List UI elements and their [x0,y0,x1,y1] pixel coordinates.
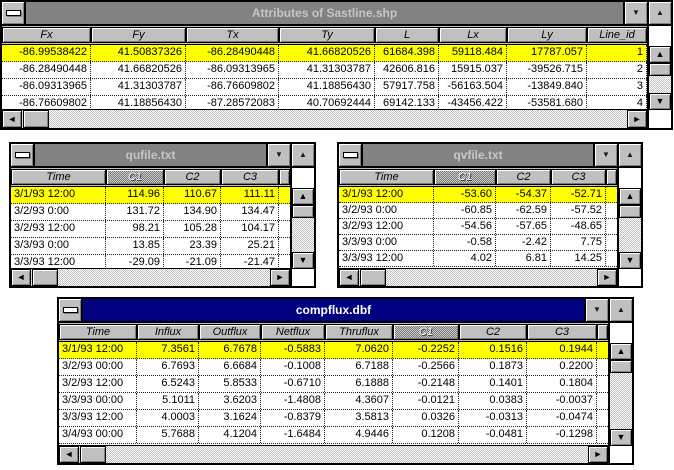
cell: 134.90 [164,204,221,220]
cell: -13849.840 [507,79,587,95]
cell: -21.47 [221,255,279,268]
cell: 131.72 [106,204,164,220]
column-header-c1[interactable]: C1 [434,169,496,185]
column-header-stub [597,324,608,340]
minimize-icon: ▼ [593,305,601,314]
cell: 3/2/93 12:00 [59,376,137,392]
cell: 3/3/93 12:00 [59,410,137,426]
title-bar[interactable] [2,2,647,26]
scroll-right-button[interactable] [270,269,290,286]
cell: -86.09313965 [2,79,91,95]
column-header-time[interactable]: Time [11,169,106,185]
cell: -0.0313 [459,410,527,426]
cell: 110.67 [164,187,221,203]
cell: 0.1516 [459,342,527,358]
cell: 114.96 [106,187,164,203]
cell: 0.0326 [393,410,459,426]
cell: 6.5243 [137,376,199,392]
window-attributes-sastline [0,0,673,130]
column-header-tx[interactable]: Tx [186,27,279,43]
table-row[interactable] [59,359,608,376]
cell: 41.31303787 [91,79,186,95]
cell: 6.81 [496,251,551,266]
scroll-up-icon: ▲ [616,346,626,356]
cell: 61684.398 [375,45,439,61]
cell: -0.2148 [393,376,459,392]
cell: -54.56 [434,219,496,234]
scrollbar-gap [649,26,671,46]
table-row[interactable] [11,255,290,268]
cell: 6.7693 [137,359,199,375]
window-qufile [9,142,316,288]
control-menu-icon [6,10,21,16]
scrollbar-gap [619,168,641,188]
cell: -53581.680 [507,96,587,109]
cell: 4.0003 [137,410,199,426]
cell: 3/2/93 00:00 [59,359,137,375]
scroll-left-icon: ◄ [64,449,74,459]
cell: 3.5813 [325,410,393,426]
cell: 5.1011 [137,393,199,409]
minimize-button[interactable] [584,299,608,321]
horizontal-scrollbar[interactable] [2,109,647,128]
cell: 3/3/93 00:00 [59,393,137,409]
column-header-ty[interactable]: Ty [279,27,375,43]
cell: -87.28572083 [186,96,279,109]
cell: -57.52 [551,203,606,218]
cell: -86.28490448 [2,62,91,78]
vertical-scroll-thumb[interactable] [649,63,671,76]
cell: 69142.133 [375,96,439,109]
control-menu-button[interactable] [2,2,26,24]
maximize-icon: ▲ [617,305,625,314]
cell: 17787.057 [507,45,587,61]
scroll-down-icon: ▼ [298,255,308,265]
column-header-influx[interactable]: Influx [137,324,199,340]
scroll-right-button[interactable] [627,110,647,128]
scrollbar-corner [610,446,632,463]
table-header-row [11,168,290,187]
scrollbar-gap [610,323,632,343]
control-menu-button[interactable] [59,299,83,321]
column-header-fx[interactable]: Fx [2,27,91,43]
cell: 3.6203 [199,393,261,409]
scrollbar-gap [292,168,314,188]
window-qvfile [337,142,643,288]
cell: 0.2200 [527,359,597,375]
scroll-down-button[interactable] [619,252,641,269]
column-header-c3[interactable]: C3 [551,169,606,185]
table-row[interactable] [11,221,290,238]
maximize-icon: ▲ [299,150,307,159]
column-header-outflux[interactable]: Outflux [199,324,261,340]
scroll-right-icon: ► [275,272,285,282]
vertical-scroll-track[interactable] [649,76,671,93]
maximize-button[interactable] [649,2,671,26]
title-bar[interactable] [339,144,617,168]
cell: 0.1873 [459,359,527,375]
vertical-scrollbar[interactable] [619,188,641,269]
cell: -52.71 [551,187,606,202]
cell: 14.25 [551,251,606,266]
column-header-time[interactable]: Time [59,324,137,340]
horizontal-scroll-thumb[interactable] [360,269,386,286]
window-title: compflux.dbf [83,299,584,321]
cell: 41.66820526 [91,62,186,78]
table-row[interactable] [2,79,647,96]
cell: 3/4/93 00:00 [59,427,137,443]
table-row[interactable] [2,45,647,62]
table-row[interactable] [2,62,647,79]
table-body [339,187,617,268]
maximize-button[interactable] [610,299,632,323]
cell: 23.39 [164,238,221,254]
horizontal-scrollbar[interactable] [339,268,617,286]
scroll-left-icon: ◄ [344,272,354,282]
cell: -56163.504 [439,79,507,95]
control-menu-icon [63,307,78,313]
cell: 15915.037 [439,62,507,78]
table-row[interactable] [339,187,617,203]
cell: 105.28 [164,221,221,237]
cell: 3/1/93 12:00 [59,342,137,358]
table-body [2,45,647,109]
cell: 3 [587,79,647,95]
cell: 134.47 [221,204,279,220]
cell: 41.18856430 [279,79,375,95]
maximize-button[interactable] [619,144,641,168]
column-header-c3[interactable]: C3 [221,169,279,185]
cell: -21.09 [164,255,221,268]
cell: 3.1624 [199,410,261,426]
vertical-scroll-thumb[interactable] [292,205,314,218]
cell: 4.9446 [325,427,393,443]
scroll-down-icon: ▼ [625,255,635,265]
column-header-ly[interactable]: Ly [507,27,587,43]
column-header-stub [279,169,290,185]
minimize-icon: ▼ [602,150,610,159]
cell: -29.09 [106,255,164,268]
scroll-down-icon: ▼ [616,432,626,442]
table-row[interactable] [59,427,608,444]
scrollbar-corner [619,269,641,286]
cell: 41.31303787 [279,62,375,78]
cell: 0.1401 [459,376,527,392]
column-header-c2[interactable]: C2 [459,324,527,340]
table-body [59,342,608,445]
horizontal-scroll-track[interactable] [106,446,588,463]
maximize-icon: ▲ [656,8,664,17]
horizontal-scroll-track[interactable] [58,269,270,286]
cell: 7.3561 [137,342,199,358]
scroll-right-icon: ► [593,449,603,459]
table-row[interactable] [339,251,617,267]
cell: -0.0037 [527,393,597,409]
cell: -86.76609802 [186,79,279,95]
table-row[interactable] [11,187,290,204]
scroll-left-button[interactable] [339,269,359,286]
table-row[interactable] [11,238,290,255]
cell: 0.1804 [527,376,597,392]
column-header-netflux[interactable]: Netflux [261,324,325,340]
table-row[interactable] [59,342,608,359]
table-row[interactable] [11,204,290,221]
horizontal-scroll-track[interactable] [386,269,597,286]
control-menu-icon [15,152,30,158]
cell: 1 [587,45,647,61]
vertical-scrollbar[interactable] [610,343,632,446]
scroll-left-icon: ◄ [7,113,17,124]
cell: 41.66820526 [279,45,375,61]
horizontal-scroll-thumb[interactable] [23,110,49,128]
cell: -0.58 [434,235,496,250]
scroll-left-button[interactable] [11,269,31,286]
cell: -53.60 [434,187,496,202]
table-row[interactable] [339,235,617,251]
cell: 104.17 [221,221,279,237]
column-header-c3[interactable]: C3 [527,324,597,340]
cell: -1.6484 [261,427,325,443]
scroll-up-icon: ▲ [655,49,665,59]
scroll-right-icon: ► [602,272,612,282]
scroll-left-icon: ◄ [16,272,26,282]
vertical-scroll-thumb[interactable] [619,205,641,218]
scroll-up-icon: ▲ [298,191,308,201]
table-row[interactable] [339,219,617,235]
title-bar[interactable] [59,299,608,323]
cell: 3/2/93 12:00 [339,219,434,234]
cell: 59118.484 [439,45,507,61]
scroll-up-button[interactable] [610,343,632,360]
table-row[interactable] [59,410,608,427]
cell: 4 [587,96,647,109]
cell: -48.65 [551,219,606,234]
scroll-right-icon: ► [632,113,642,124]
column-header-c1[interactable]: C1 [106,169,164,185]
window-title: Attributes of Sastline.shp [26,2,623,24]
minimize-button[interactable] [623,2,647,24]
vertical-scroll-track[interactable] [292,218,314,252]
scroll-right-button[interactable] [588,446,608,463]
cell: 3/2/93 0:00 [339,203,434,218]
cell: -0.6710 [261,376,325,392]
vertical-scroll-track[interactable] [610,373,632,429]
minimize-button[interactable] [266,144,290,166]
cell: 0.1944 [527,342,597,358]
table-body [11,187,290,268]
cell: -86.99538422 [2,45,91,61]
cell: 0.1208 [393,427,459,443]
cell: 3/2/93 0:00 [11,204,106,220]
cell: 5.8533 [199,376,261,392]
column-header-line_id[interactable]: Line_id [587,27,647,43]
horizontal-scrollbar[interactable] [59,445,608,463]
column-header-l[interactable]: L [375,27,439,43]
table-header-row [2,26,647,45]
cell: 3/3/93 12:00 [11,255,106,268]
cell: -60.85 [434,203,496,218]
cell: -0.2566 [393,359,459,375]
scroll-up-button[interactable] [619,188,641,205]
cell: 6.6684 [199,359,261,375]
cell: -0.2252 [393,342,459,358]
scroll-down-button[interactable] [610,429,632,446]
table-row[interactable] [59,393,608,410]
cell: 6.7188 [325,359,393,375]
cell: 3/3/93 0:00 [11,238,106,254]
cell: -54.37 [496,187,551,202]
horizontal-scroll-thumb[interactable] [32,269,58,286]
vertical-scrollbar[interactable] [292,188,314,269]
column-header-lx[interactable]: Lx [439,27,507,43]
cell: 4.3607 [325,393,393,409]
cell: -0.8379 [261,410,325,426]
minimize-icon: ▼ [275,150,283,159]
horizontal-scroll-track[interactable] [49,110,627,128]
column-header-fy[interactable]: Fy [91,27,186,43]
scroll-up-button[interactable] [292,188,314,205]
scrollbar-corner [649,110,671,128]
cell: 5.7688 [137,427,199,443]
cell: 3/1/93 12:00 [11,187,106,203]
scroll-up-icon: ▲ [625,191,635,201]
cell: 7.0620 [325,342,393,358]
column-header-c1[interactable]: C1 [393,324,459,340]
cell: -86.09313965 [186,62,279,78]
column-header-stub [606,169,617,185]
cell: -39526.715 [507,62,587,78]
cell: -2.42 [496,235,551,250]
horizontal-scrollbar[interactable] [11,268,290,286]
window-title: qufile.txt [35,144,266,166]
cell: 4.02 [434,251,496,266]
cell: -0.5883 [261,342,325,358]
table-row[interactable] [339,203,617,219]
cell: -86.76609802 [2,96,91,109]
cell: -0.0481 [459,427,527,443]
cell: 6.7678 [199,342,261,358]
scroll-left-button[interactable] [2,110,22,128]
cell: -0.1008 [261,359,325,375]
maximize-button[interactable] [292,144,314,168]
cell: 3/3/93 12:00 [339,251,434,266]
cell: 41.50837326 [91,45,186,61]
vertical-scroll-thumb[interactable] [610,360,632,373]
scroll-left-button[interactable] [59,446,79,463]
cell: -0.1298 [527,427,597,443]
minimize-icon: ▼ [632,8,640,17]
cell: 4.1204 [199,427,261,443]
cell: 40.70692444 [279,96,375,109]
horizontal-scroll-thumb[interactable] [80,446,106,463]
cell: -86.28490448 [186,45,279,61]
column-header-c2[interactable]: C2 [496,169,551,185]
vertical-scroll-track[interactable] [619,218,641,252]
cell: 3/1/93 12:00 [339,187,434,202]
cell: 0.0383 [459,393,527,409]
scroll-down-button[interactable] [292,252,314,269]
maximize-icon: ▲ [626,150,634,159]
scroll-down-icon: ▼ [655,96,665,106]
scroll-up-button[interactable] [649,46,671,63]
column-header-time[interactable]: Time [339,169,434,185]
cell: 2 [587,62,647,78]
control-menu-icon [343,152,358,158]
column-header-c2[interactable]: C2 [164,169,221,185]
cell: 3/3/93 0:00 [339,235,434,250]
scrollbar-corner [292,269,314,286]
cell: -57.65 [496,219,551,234]
title-bar[interactable] [11,144,290,168]
cell: 41.18856430 [91,96,186,109]
minimize-button[interactable] [593,144,617,166]
table-row[interactable] [2,96,647,109]
cell: 13.85 [106,238,164,254]
scroll-right-button[interactable] [597,269,617,286]
cell: 25.21 [221,238,279,254]
table-header-row [59,323,608,342]
column-header-thruflux[interactable]: Thruflux [325,324,393,340]
cell: -1.4808 [261,393,325,409]
window-title: qvfile.txt [363,144,593,166]
control-menu-button[interactable] [11,144,35,166]
vertical-scrollbar[interactable] [649,46,671,110]
window-compflux [57,297,634,465]
cell: 98.21 [106,221,164,237]
cell: 7.75 [551,235,606,250]
scroll-down-button[interactable] [649,93,671,110]
cell: 42606.816 [375,62,439,78]
cell: 57917.758 [375,79,439,95]
cell: -0.0474 [527,410,597,426]
table-header-row [339,168,617,187]
cell: -0.0121 [393,393,459,409]
cell: 6.1888 [325,376,393,392]
cell: 3/2/93 12:00 [11,221,106,237]
control-menu-button[interactable] [339,144,363,166]
table-row[interactable] [59,376,608,393]
cell: -62.59 [496,203,551,218]
cell: 111.11 [221,187,279,203]
cell: -43456.422 [439,96,507,109]
